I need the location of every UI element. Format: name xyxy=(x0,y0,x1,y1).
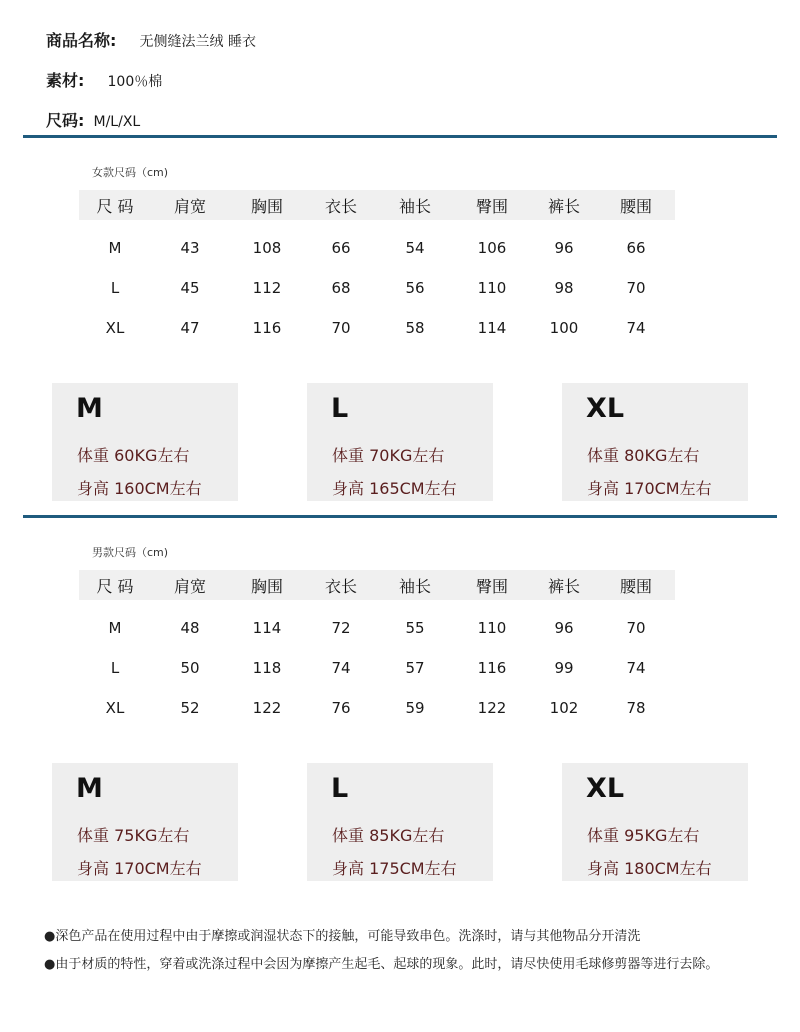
table-cell: 78 xyxy=(626,699,646,717)
table-row xyxy=(79,600,675,648)
table-cell: 72 xyxy=(331,619,351,637)
table-cell: 66 xyxy=(626,239,646,257)
size-card-height: 身高 160CM左右 xyxy=(77,479,202,498)
table-cell: 99 xyxy=(554,659,574,677)
table-cell: 70 xyxy=(626,279,646,297)
column-header: 肩宽 xyxy=(173,196,206,216)
women-size-cards xyxy=(0,383,800,501)
divider xyxy=(23,515,777,518)
column-header: 衣长 xyxy=(324,576,357,596)
care-note: ●深色产品在使用过程中由于摩擦或润湿状态下的接触，可能导致串色。洗涤时，请与其他物品分开清洗 xyxy=(44,929,641,944)
table-cell: 110 xyxy=(477,619,507,637)
table-cell: 59 xyxy=(405,699,425,717)
table-cell: 52 xyxy=(180,699,200,717)
size-card-label: XL xyxy=(586,393,625,424)
table-row xyxy=(79,648,675,688)
size-label: 尺码: xyxy=(46,111,85,130)
table-cell: 96 xyxy=(554,619,574,637)
table-cell: 68 xyxy=(331,279,351,297)
table-cell: 58 xyxy=(405,319,425,337)
column-header: 衣长 xyxy=(324,196,357,216)
men-size-title: 男款尺码（cm) xyxy=(92,546,169,559)
column-header: 臀围 xyxy=(475,576,508,596)
column-header: 尺 码 xyxy=(96,576,134,596)
table-cell: 96 xyxy=(554,239,574,257)
table-cell: 108 xyxy=(252,239,282,257)
column-header: 肩宽 xyxy=(173,576,206,596)
product-name-label: 商品名称: xyxy=(46,31,117,50)
table-cell: 76 xyxy=(331,699,351,717)
table-cell: 45 xyxy=(180,279,200,297)
table-cell: 47 xyxy=(180,319,200,337)
care-notes xyxy=(44,927,784,983)
table-cell: 100 xyxy=(549,319,579,337)
column-header: 袖长 xyxy=(398,576,431,596)
size-card-height: 身高 175CM左右 xyxy=(332,859,457,878)
size-card-label: XL xyxy=(586,773,625,804)
table-cell: 70 xyxy=(331,319,351,337)
table-cell: 55 xyxy=(405,619,425,637)
table-cell: L xyxy=(110,279,120,297)
column-header: 裤长 xyxy=(547,576,580,596)
table-cell: M xyxy=(108,239,122,257)
size-card-m xyxy=(52,763,238,881)
table-row xyxy=(79,308,675,348)
material-value: 100％棉 xyxy=(107,74,163,90)
size-card-xl xyxy=(562,763,748,881)
size-card-height: 身高 170CM左右 xyxy=(587,479,712,498)
table-cell: 106 xyxy=(477,239,507,257)
column-header: 腰围 xyxy=(619,576,652,596)
size-card-weight: 体重 70KG左右 xyxy=(332,446,445,465)
size-card-l xyxy=(307,763,493,881)
care-note: ●由于材质的特性，穿着或洗涤过程中会因为摩擦产生起毛、起球的现象。此时，请尽快使用毛球修剪器等进行去除。 xyxy=(44,957,719,972)
size-value: M/L/XL xyxy=(93,114,141,130)
size-card-weight: 体重 80KG左右 xyxy=(587,446,700,465)
table-cell: 43 xyxy=(180,239,200,257)
size-card-height: 身高 170CM左右 xyxy=(77,859,202,878)
size-card-weight: 体重 75KG左右 xyxy=(77,826,190,845)
size-card-label: L xyxy=(331,393,349,424)
table-header-row xyxy=(79,570,675,600)
product-name-row xyxy=(46,28,256,51)
table-cell: 74 xyxy=(626,319,646,337)
column-header: 胸围 xyxy=(250,576,283,596)
table-cell: 122 xyxy=(252,699,282,717)
table-cell: 114 xyxy=(252,619,282,637)
table-cell: 102 xyxy=(549,699,579,717)
table-cell: 98 xyxy=(554,279,574,297)
table-cell: 74 xyxy=(331,659,351,677)
table-header-row xyxy=(79,190,675,220)
column-header: 袖长 xyxy=(398,196,431,216)
size-card-l xyxy=(307,383,493,501)
size-card-weight: 体重 85KG左右 xyxy=(332,826,445,845)
table-cell: 116 xyxy=(252,319,282,337)
table-cell: 116 xyxy=(477,659,507,677)
table-cell: 56 xyxy=(405,279,425,297)
table-cell: XL xyxy=(105,699,125,717)
column-header: 臀围 xyxy=(475,196,508,216)
size-card-height: 身高 165CM左右 xyxy=(332,479,457,498)
table-row xyxy=(79,268,675,308)
column-header: 尺 码 xyxy=(96,196,134,216)
table-cell: 122 xyxy=(477,699,507,717)
table-cell: 114 xyxy=(477,319,507,337)
size-card-weight: 体重 60KG左右 xyxy=(77,446,190,465)
material-row xyxy=(46,68,162,91)
table-row xyxy=(79,688,675,728)
size-card-label: L xyxy=(331,773,349,804)
table-cell: 110 xyxy=(477,279,507,297)
women-size-title: 女款尺码（cm) xyxy=(92,166,169,179)
product-name-value: 无侧缝法兰绒 睡衣 xyxy=(139,34,256,50)
table-cell: 50 xyxy=(180,659,200,677)
table-cell: 70 xyxy=(626,619,646,637)
table-cell: 54 xyxy=(405,239,425,257)
size-card-label: M xyxy=(76,773,103,804)
women-size-table xyxy=(79,190,675,348)
size-card-xl xyxy=(562,383,748,501)
table-cell: M xyxy=(108,619,122,637)
table-cell: 118 xyxy=(252,659,282,677)
material-label: 素材: xyxy=(46,71,85,90)
size-card-m xyxy=(52,383,238,501)
men-size-cards xyxy=(0,763,800,881)
size-card-label: M xyxy=(76,393,103,424)
table-cell: 74 xyxy=(626,659,646,677)
table-cell: 48 xyxy=(180,619,200,637)
table-cell: 57 xyxy=(405,659,425,677)
column-header: 腰围 xyxy=(619,196,652,216)
table-row xyxy=(79,220,675,268)
table-cell: 66 xyxy=(331,239,351,257)
men-size-table xyxy=(79,570,675,728)
divider xyxy=(23,135,777,138)
column-header: 胸围 xyxy=(250,196,283,216)
table-cell: L xyxy=(110,659,120,677)
column-header: 裤长 xyxy=(547,196,580,216)
table-cell: XL xyxy=(105,319,125,337)
size-card-weight: 体重 95KG左右 xyxy=(587,826,700,845)
size-row xyxy=(46,108,140,131)
size-card-height: 身高 180CM左右 xyxy=(587,859,712,878)
table-cell: 112 xyxy=(252,279,282,297)
